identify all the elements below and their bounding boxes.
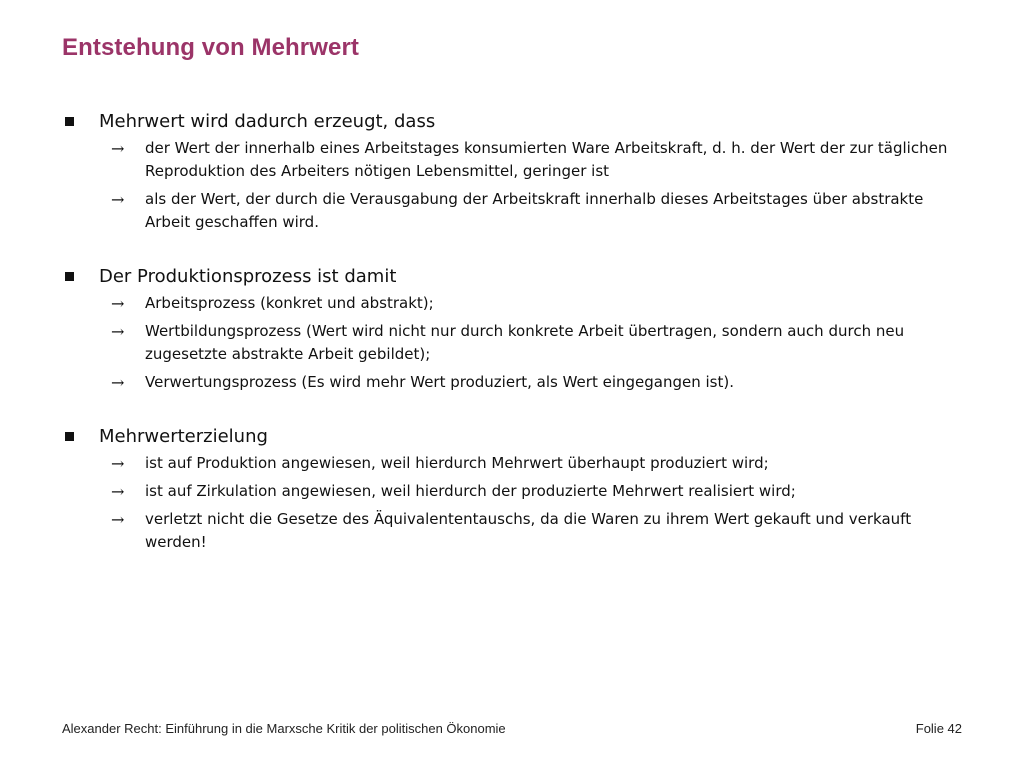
sub-list (62, 137, 962, 234)
sub-item-text: Arbeitsprozess (konkret und abstrakt); (145, 294, 434, 312)
sub-item-text: verletzt nicht die Gesetze des Äquivalententauschs, da die Waren zu ihrem Wert gekauft und verkauft werden! (145, 510, 912, 551)
arrow-icon: → (111, 510, 125, 529)
sub-list (62, 292, 962, 394)
arrow-icon: → (111, 322, 125, 341)
section-1 (62, 109, 962, 234)
square-bullet-icon (65, 272, 74, 281)
bullet-item (62, 264, 962, 290)
slide-title: Entstehung von Mehrwert (62, 34, 359, 61)
sub-item (62, 320, 962, 366)
bullet-heading: Der Produktionsprozess ist damit (99, 266, 397, 287)
footer-author-course: Alexander Recht: Einführung in die Marxsche Kritik der politischen Ökonomie (62, 721, 506, 736)
bullet-item (62, 424, 962, 450)
sub-item-text: der Wert der innerhalb eines Arbeitstages konsumierten Ware Arbeitskraft, d. h. der Wert der zur täglichen Reproduktion des Arbeiters nötigen Lebensmittel, geringer ist (145, 139, 948, 180)
sub-item-text: ist auf Zirkulation angewiesen, weil hierdurch der produzierte Mehrwert realisiert wird; (145, 482, 796, 500)
bullet-heading: Mehrwerterzielung (99, 426, 268, 447)
section-2 (62, 264, 962, 394)
arrow-icon: → (111, 139, 125, 158)
slide-number: Folie 42 (915, 721, 962, 736)
square-bullet-icon (65, 117, 74, 126)
bullet-heading: Mehrwert wird dadurch erzeugt, dass (99, 111, 436, 132)
arrow-icon: → (111, 294, 125, 313)
arrow-icon: → (111, 373, 125, 392)
sub-item (62, 371, 962, 394)
bullet-item (62, 109, 962, 135)
arrow-icon: → (111, 190, 125, 209)
square-bullet-icon (65, 432, 74, 441)
sub-item (62, 188, 962, 234)
sub-item (62, 452, 962, 475)
arrow-icon: → (111, 482, 125, 501)
sub-item (62, 508, 962, 554)
sub-item-text: als der Wert, der durch die Verausgabung der Arbeitskraft innerhalb dieses Arbeitstages über abstrakte Arbeit geschaffen wird. (145, 190, 924, 231)
sub-item (62, 292, 962, 315)
sub-item (62, 137, 962, 183)
sub-list (62, 452, 962, 554)
slide-content (62, 109, 962, 559)
sub-item-text: Wertbildungsprozess (Wert wird nicht nur durch konkrete Arbeit übertragen, sondern auch durch neu zugesetzte abstrakte Arbeit gebildet); (145, 322, 905, 363)
sub-item-text: Verwertungsprozess (Es wird mehr Wert produziert, als Wert eingegangen ist). (145, 373, 734, 391)
section-3 (62, 424, 962, 554)
arrow-icon: → (111, 454, 125, 473)
sub-item-text: ist auf Produktion angewiesen, weil hierdurch Mehrwert überhaupt produziert wird; (145, 454, 769, 472)
sub-item (62, 480, 962, 503)
